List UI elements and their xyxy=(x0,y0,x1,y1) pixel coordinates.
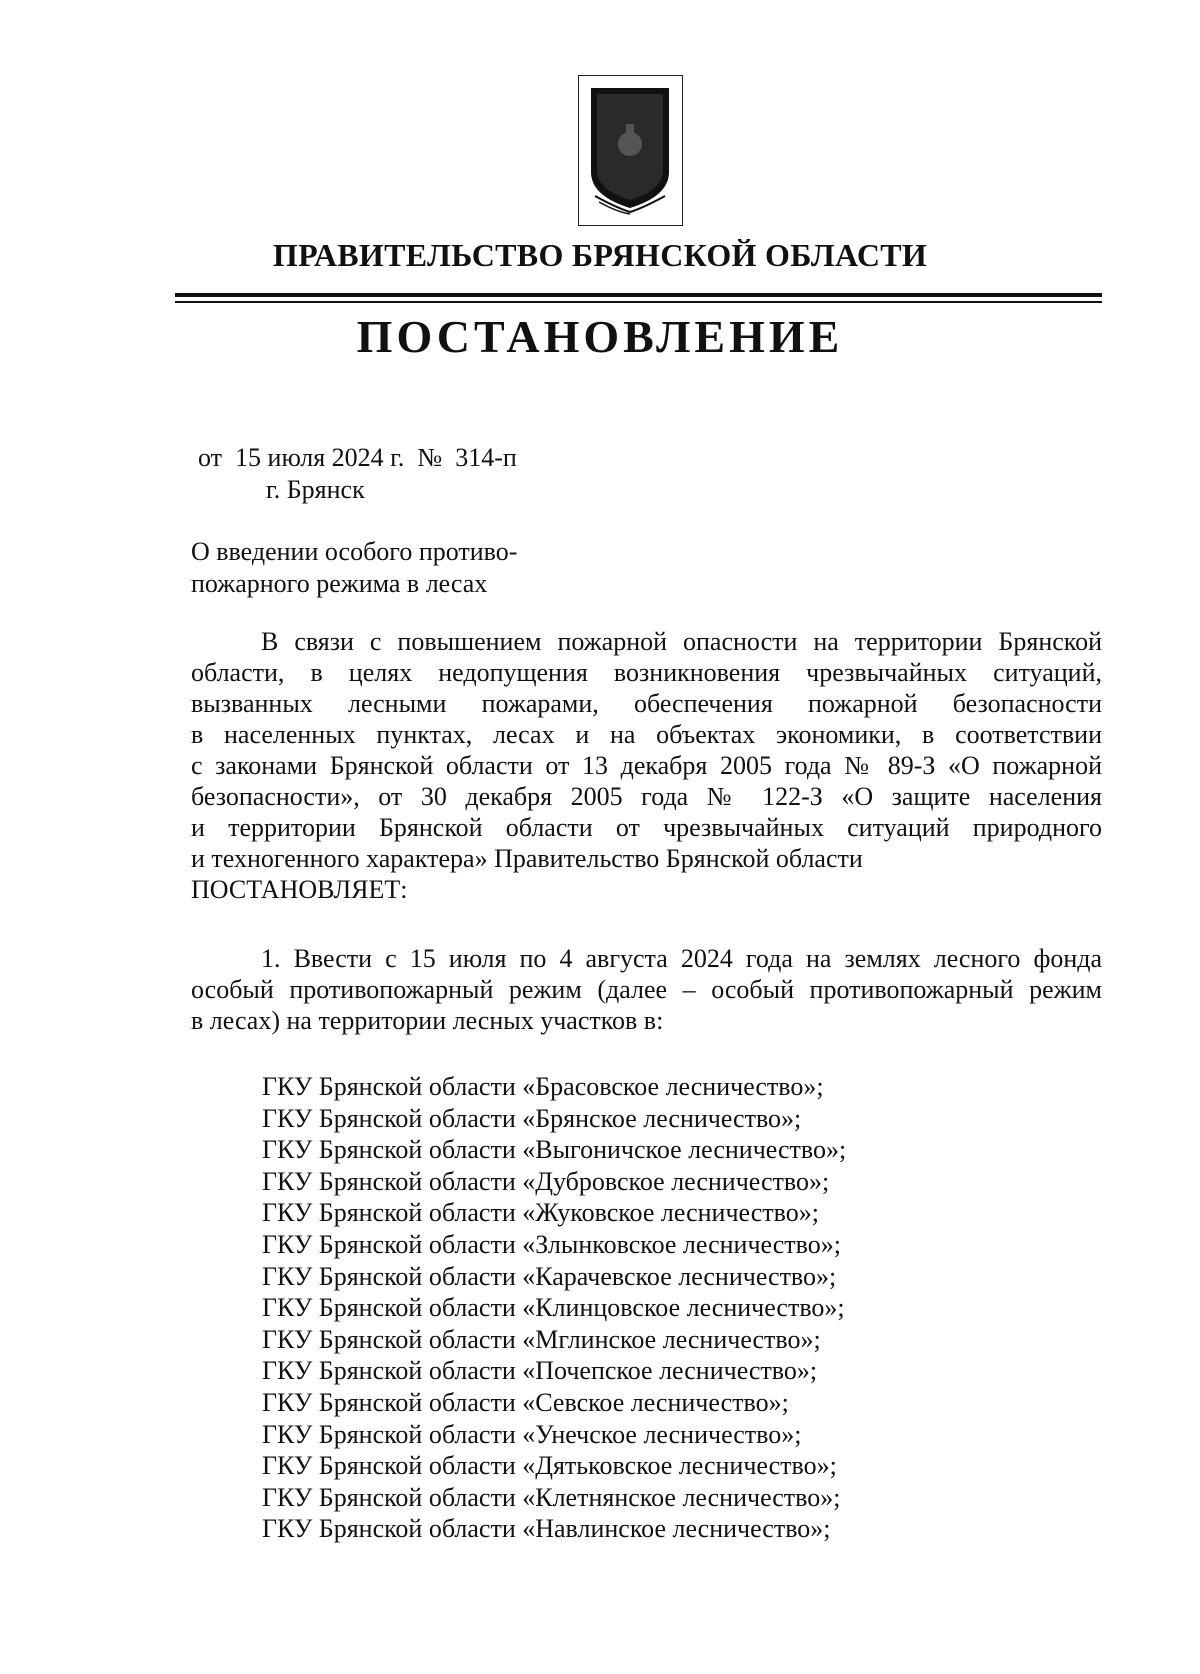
header-rule-thin xyxy=(175,301,1102,303)
forestries-list xyxy=(262,1071,846,1545)
list-item: ГКУ Брянской области «Севское лесничество»; xyxy=(262,1387,789,1417)
list-item: ГКУ Брянской области «Унечское лесничество»; xyxy=(262,1419,802,1449)
list-item: ГКУ Брянской области «Мглинское лесничество»; xyxy=(262,1324,821,1354)
preamble-line: с законами Брянской области от 13 декабря 2005 года № 89-З «О пожарной xyxy=(191,751,1102,780)
list-item: ГКУ Брянской области «Карачевское лесничество»; xyxy=(262,1261,837,1291)
preamble-line: области, в целях недопущения возникновения чрезвычайных ситуаций, xyxy=(191,658,1102,687)
preamble-line: и территории Брянской области от чрезвычайных ситуаций природного xyxy=(191,813,1102,842)
list-item: ГКУ Брянской области «Клетнянское лесничество»; xyxy=(262,1482,841,1512)
clause-1-line: 1. Ввести с 15 июля по 4 августа 2024 года на землях лесного фонда xyxy=(261,944,1102,973)
subject-line-1: О введении особого противо- xyxy=(191,537,518,566)
clause-1-paragraph xyxy=(191,943,1102,1036)
list-item: ГКУ Брянской области «Дятьковское лесничество»; xyxy=(262,1451,837,1481)
date-number-row xyxy=(198,443,517,473)
number-label: № xyxy=(417,443,443,472)
preamble-line-resolves: ПОСТАНОВЛЯЕТ: xyxy=(191,875,408,904)
list-item: ГКУ Брянской области «Выгоничское лесничество»; xyxy=(262,1135,847,1165)
government-title: ПРАВИТЕЛЬСТВО БРЯНСКОЙ ОБЛАСТИ xyxy=(272,237,928,273)
preamble-paragraph xyxy=(191,626,1102,905)
date-prefix: от xyxy=(198,443,223,472)
clause-1-line: особый противопожарный режим (далее – особый противопожарный режим xyxy=(191,975,1102,1004)
preamble-line: и техногенного характера» Правительство Брянской области xyxy=(191,844,863,873)
coat-of-arms-icon xyxy=(587,84,673,216)
preamble-line: безопасности», от 30 декабря 2005 года № 122-З «О защите населения xyxy=(191,782,1102,811)
decree-number: 314-п xyxy=(455,443,517,472)
header-rule-thick xyxy=(175,293,1102,297)
city: г. Брянск xyxy=(266,475,365,504)
decree-title: ПОСТАНОВЛЕНИЕ xyxy=(356,311,844,362)
preamble-line: в населенных пунктах, лесах и на объектах экономики, в соответствии xyxy=(191,720,1102,749)
list-item: ГКУ Брянской области «Брасовское лесничество»; xyxy=(262,1072,824,1101)
list-item: ГКУ Брянской области «Почепское лесничество»; xyxy=(262,1356,818,1386)
list-item: ГКУ Брянской области «Жуковское лесничество»; xyxy=(262,1198,819,1228)
coat-of-arms-emblem xyxy=(578,75,683,226)
list-item: ГКУ Брянской области «Злынковское лесничество»; xyxy=(262,1229,841,1259)
list-item: ГКУ Брянской области «Брянское лесничество»; xyxy=(262,1103,802,1133)
decree-date: 15 июля 2024 г. xyxy=(235,443,405,472)
subject-line-2: пожарного режима в лесах xyxy=(191,569,488,598)
list-item: ГКУ Брянской области «Дубровское лесничество»; xyxy=(262,1166,830,1196)
preamble-line: вызванных лесными пожарами, обеспечения пожарной безопасности xyxy=(191,689,1102,718)
list-item: ГКУ Брянской области «Навлинское лесничество»; xyxy=(262,1514,831,1544)
list-item: ГКУ Брянской области «Клинцовское лесничество»; xyxy=(262,1293,845,1323)
preamble-line: В связи с повышением пожарной опасности на территории Брянской xyxy=(261,627,1102,656)
clause-1-line: в лесах) на территории лесных участков в: xyxy=(191,1006,664,1035)
